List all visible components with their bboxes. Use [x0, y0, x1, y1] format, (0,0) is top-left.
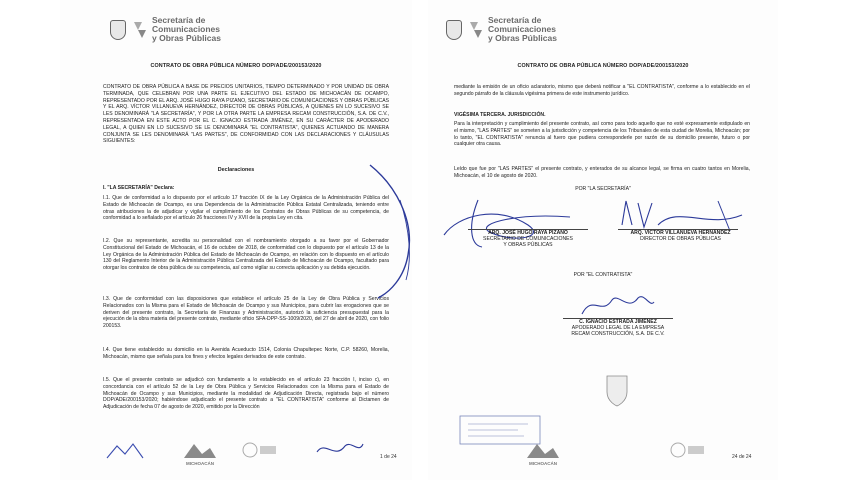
page-footer [428, 442, 778, 472]
brand-name [152, 16, 221, 43]
coat-of-arms-icon [603, 372, 631, 408]
page-number: 24 de 24 [732, 454, 752, 460]
signature-block-secretary [448, 230, 608, 249]
footer-michoacan-label: MICHOACÁN [186, 461, 214, 466]
declaration-1-2: I.2. Que su representante, acredita su personalidad con el nombramiento otorgado a su favor por el Gobernador Constitucional del Estado de Michoacán, el 16 de octubre de 2018, de conformidad con lo dispuesto por el artículo 13 de la Ley Orgánica de la Administración Pública del Estado de Michoacán de Ocampo, en relación con lo dispuesto en el artículo 130 del Reglamento Interior de la Administración Pública Centralizada del Estado de Michoacán de Ocampo, facultado para otorgar los contratos de obra pública de su competencia, así como vigilar su correcta aplicación y su debida ejecución. [103, 238, 389, 272]
signer-role-3a: APODERADO LEGAL DE LA EMPRESA [571, 325, 665, 332]
contract-title: CONTRATO DE OBRA PÚBLICA NÚMERO DOP/ADE/200153/2020 [517, 63, 689, 69]
footer-logo-icon [180, 440, 220, 460]
footer-logo-icon [105, 440, 145, 460]
signature-block-contractor [528, 319, 708, 338]
por-contratista-label: POR "EL CONTRATISTA" [573, 272, 633, 278]
footer-logo-icon [315, 438, 365, 460]
party-heading: I. "LA SECRETARÍA" Declara: [103, 185, 175, 191]
closing-paragraph: Leído que fue por "LAS PARTES" el presente contrato, y enterados de su alcance legal, se firma en cuatro tantos en Morelia, Michoacán, el 10 de agosto de 2020. [454, 166, 750, 179]
brand-name [488, 16, 557, 43]
signer-name-3: C. IGNACIO ESTRADA JIMÉNEZ [579, 319, 657, 325]
declaraciones-heading: Declaraciones [217, 167, 255, 173]
footer-logo-icon [240, 440, 280, 460]
contract-title: CONTRATO DE OBRA PÚBLICA NÚMERO DOP/ADE/200153/2020 [150, 63, 322, 69]
por-secretaria-label: POR "LA SECRETARÍA" [575, 186, 631, 192]
brand-line-1: Secretaría de [152, 15, 206, 25]
contract-page-1 [60, 0, 412, 480]
signer-name-2: ARQ. VÍCTOR VILLANUEVA HERNÁNDEZ [630, 230, 731, 236]
clause-heading: VIGÉSIMA TERCERA. JURISDICCIÓN. [454, 112, 546, 118]
clause-text: Para la interpretación y cumplimiento del presente contrato, así como para todo aquello que no esté expresamente estipulado en el mismo, "LAS PARTES" se someten a la jurisdicción y competencia de los Tribunales de esta ciudad de Morelia, Michoacán; por lo tanto, "EL CONTRATISTA" renuncia al fuero que pudiera corresponderle por razón de su domicilio presente, futuro o por cualquier otra causa. [454, 121, 750, 148]
declaration-1-3: I.3. Que de conformidad con las disposiciones que establece el artículo 25 de la Ley de Obra Pública y Servicios Relacionados con la Misma para el Estado de Michoacán de Ocampo y sus Municipios, para cubrir las erogaciones que se deriven del presente contrato, la Secretaría de Finanzas y Administración, autorizó la suficiencia presupuestal para la ejecución de la obra materia del presente contrato, mediante oficio SFA-DPP-SS-1009/2020, del 27 de abril de 2020, con folio 200153. [103, 296, 389, 330]
intro-paragraph: CONTRATO DE OBRA PÚBLICA A BASE DE PRECIOS UNITARIOS, TIEMPO DETERMINADO Y POR UNIDAD DE OBRA TERMINADA, QUE CELEBRAN POR UNA PARTE EL EJECUTIVO DEL ESTADO DE MICHOACÁN DE OCAMPO, REPRESENTADO POR EL ARQ. JOSÉ HUGO RAYA PIZANO, SECRETARIO DE COMUNICACIONES Y OBRAS PÚBLICAS Y EL ARQ. VÍCTOR VILLANUEVA HERNÁNDEZ, DIRECTOR DE OBRAS PÚBLICAS, A QUIENES EN LO SUCESIVO SE LES DENOMINARÁ "LA SECRETARÍA", Y POR LA OTRA PARTE LA EMPRESA RECAM CONSTRUCCIÓN, S.A. DE C.V., REPRESENTADA EN ESTE ACTO POR EL C. IGNACIO ESTRADA JIMÉNEZ, EN SU CARÁCTER DE APODERADO LEGAL, A QUIEN EN LO SUCESIVO SE LE DENOMINARÁ "EL CONTRATISTA", QUIENES ACTUANDO DE MANERA CONJUNTA SE LES DENOMINARÁ "LAS PARTES", DE CONFORMIDAD CON LAS DECLARACIONES Y CLÁUSULAS SIGUIENTES: [103, 84, 389, 145]
declaration-1-5: I.5. Que el presente contrato se adjudicó con fundamento a lo establecido en el artículo 23 fracción I, inciso c), en concordancia con el artículo 52 de la Ley de Obra Pública y Servicios Relacionados con la Misma para el Estado de Michoacán de Ocampo y sus Municipios, mediante la modalidad de Adjudicación Directa, registrada bajo el número DOP/ADE/200153/2020; habiéndose adjudicado el presente contrato a "EL CONTRATISTA" conforme al Dictamen de Adjudicación de fecha 07 de agosto de 2020, emitido por la Dirección [103, 377, 389, 411]
contract-page-24 [428, 0, 778, 480]
signer-role-1b: Y OBRAS PÚBLICAS [503, 242, 553, 249]
footer-logo-icon [523, 440, 563, 460]
state-seal-icon [446, 20, 462, 40]
declaration-1-4: I.4. Que tiene establecido su domicilio en la Avenida Acueducto 1514, Colonia Chapultepec Norte, C.P. 58260, Morelia, Michoacán, mismo que señala para los fines y efectos legales derivados de este contrato. [103, 347, 389, 360]
brand-mark-icon [468, 20, 484, 40]
declaration-1-1: I.1. Que de conformidad a lo dispuesto por el artículo 17 fracción IX de la Ley Orgánica de la Administración Pública del Estado de Michoacán de Ocampo, es una Dependencia de la Administración Pública Estatal Centralizada, teniendo entre otras atribuciones la de adjudicar y vigilar el cumplimiento de los Contratos de Obras Públicas de su competencia, de conformidad a lo señalado por el artículo 26 fracciones IV y XVII de la propia Ley en cita. [103, 195, 389, 222]
state-seal-icon [110, 20, 126, 40]
signer-role-3b: RECAM CONSTRUCCIÓN, S.A. DE C.V. [571, 331, 665, 338]
brand-line-3: y Obras Públicas [488, 33, 557, 43]
continuation-paragraph: mediante la emisión de un oficio aclaratorio, mismo que deberá notificar a "EL CONTRATISTA", conforme a lo establecido en el segundo párrafo de la cláusula vigésima primera de este instrumento jurídico. [454, 84, 750, 97]
page-number: 1 de 24 [380, 454, 397, 460]
footer-michoacan-label: MICHOACÁN [529, 461, 557, 466]
brand-mark-icon [132, 20, 148, 40]
brand-line-2: Comunicaciones [152, 24, 221, 34]
signature-block-director [598, 230, 763, 242]
footer-logo-icon [668, 440, 708, 460]
page-footer [60, 442, 412, 472]
signature-scribble [360, 160, 412, 300]
page-header [446, 16, 557, 43]
brand-line-2: Comunicaciones [488, 24, 557, 34]
signer-name-1: ARQ. JOSÉ HUGO RAYA PIZANO [488, 230, 568, 236]
page-header [110, 16, 221, 43]
signer-role-1a: SECRETARIO DE COMUNICACIONES [483, 236, 573, 243]
brand-line-1: Secretaría de [488, 15, 542, 25]
brand-line-3: y Obras Públicas [152, 33, 221, 43]
signer-role-2: DIRECTOR DE OBRAS PÚBLICAS [640, 236, 721, 243]
signature-estrada [578, 290, 658, 320]
